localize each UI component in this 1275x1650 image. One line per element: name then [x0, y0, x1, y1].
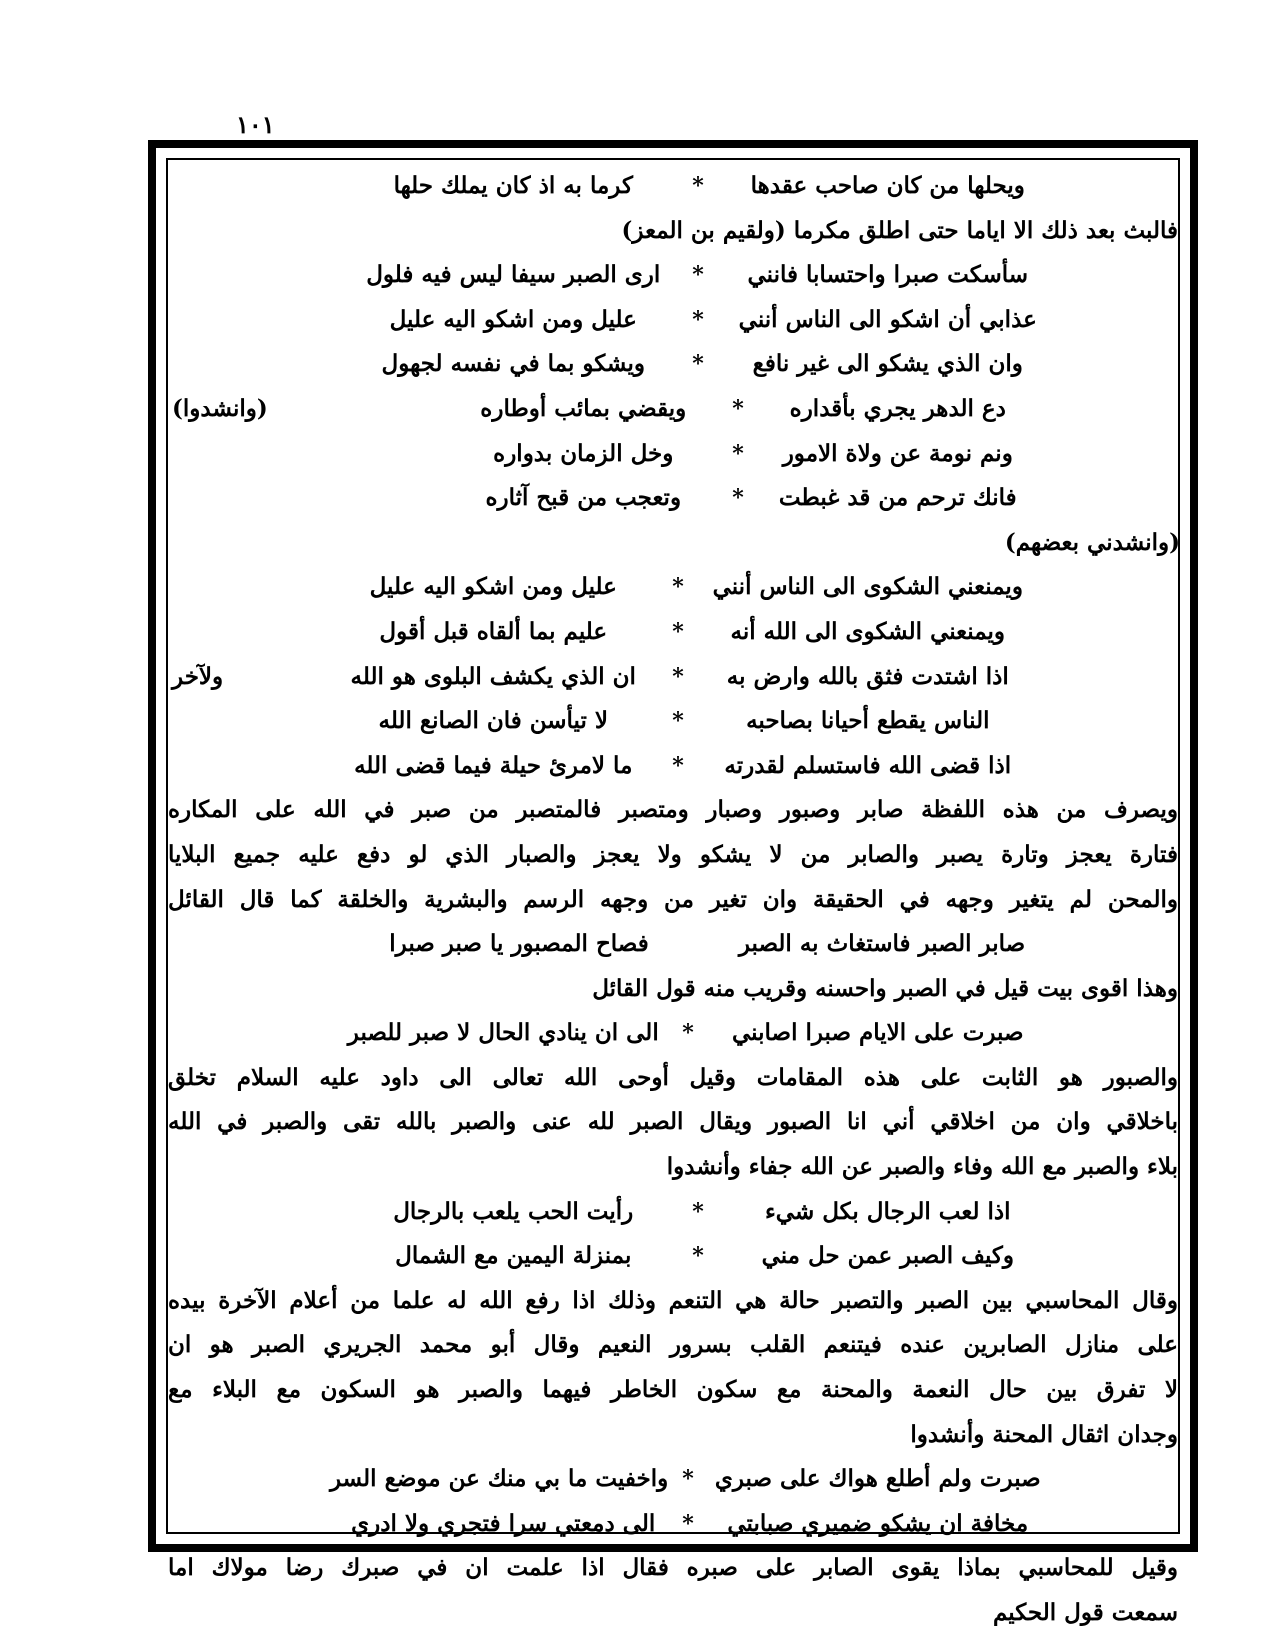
verse-line [166, 432, 1180, 477]
verse-side-label: (وانشدوا) [172, 394, 268, 422]
verse-second-hemistich: الى ان ينادي الحال لا صبر للصبر [347, 1019, 659, 1047]
verse-separator: * [692, 173, 704, 199]
verse-first-hemistich: الناس يقطع أحيانا بصاحبه [746, 707, 990, 735]
verse-separator: * [682, 1510, 694, 1537]
verse-first-hemistich: ويمنعني الشكوى الى الناس أنني [712, 573, 1023, 601]
verse-line [166, 655, 1180, 700]
verse-separator: * [732, 395, 744, 422]
prose-line: وهذا اقوى بيت قيل في الصبر واحسنه وقريب منه قول القائل [592, 974, 1178, 1002]
verse-second-hemistich: كرما به اذ كان يملك حلها [393, 172, 633, 199]
prose-line: وقال المحاسبي بين الصبر والتصبر حالة هي التنعم وذلك اذا رفع الله له علما من أعلام الآخرة بيده [168, 1286, 1178, 1314]
verse-separator: * [692, 1198, 704, 1225]
verse-line [166, 1011, 1180, 1056]
prose-line: باخلاقي وان من اخلاقي أني انا الصبور ويقال الصبر لله عنى والصبر بالله تقى والصبر في الله [168, 1108, 1178, 1136]
verse-first-hemistich: وان الذي يشكو الى غير نافع [752, 350, 1023, 378]
verse-second-hemistich: فصاح المصبور يا صبر صبرا [389, 930, 649, 958]
verse-second-hemistich: الى دمعتي سرا فتجري ولا ادري [351, 1509, 656, 1537]
prose-line: على منازل الصابرين عنده فيتنعم القلب بسرور النعيم وقال أبو محمد الجريري الصبر هو ان [168, 1331, 1178, 1359]
verse-first-hemistich: مخافة ان يشكو ضميري صبابتي [727, 1509, 1029, 1537]
verse-separator: * [672, 663, 684, 690]
verse-line [166, 744, 1180, 789]
prose-line: والصبور هو الثابت على هذه المقامات وقيل أوحى الله تعالى الى داود عليه السلام تخلق [168, 1063, 1178, 1091]
verse-line [166, 1502, 1180, 1547]
page-text [166, 164, 1180, 1626]
verse-line [166, 342, 1180, 387]
verse-first-hemistich: صابر الصبر فاستغاث به الصبر [738, 930, 1026, 958]
verse-line [166, 164, 1180, 209]
prose-line: وقيل للمحاسبي بماذا يقوى الصابر على صبره فقال اذا علمت ان في صبرك رضا مولاك اما [168, 1554, 1178, 1582]
verse-first-hemistich: صبرت ولم أطلع هواك على صبري [714, 1465, 1041, 1493]
verse-first-hemistich: دع الدهر يجري بأقداره [789, 394, 1006, 422]
verse-second-hemistich: عليم بما ألقاه قبل أقول [379, 617, 608, 645]
prose-line: فالبث بعد ذلك الا اياما حتى اطلق مكرما (ولقيم بن المعز) [621, 216, 1178, 244]
prose-line: والمحن لم يتغير وجهه في الحقيقة وان تغير من وجهه الرسم والبشرية والخلقة كما قال القائل [168, 885, 1178, 913]
verse-first-hemistich: اذا اشتدت فثق بالله وارض به [726, 662, 1009, 690]
prose-line: فتارة يعجز وتارة يصبر والصابر من لا يشكو ولا يعجز والصبار الذي لو دفع عليه جميع البلايا [168, 840, 1178, 868]
verse-line [166, 1457, 1180, 1502]
verse-line [166, 1190, 1180, 1235]
verse-line [166, 387, 1180, 432]
verse-first-hemistich: اذا لعب الرجال بكل شيء [764, 1197, 1011, 1225]
verse-first-hemistich: ويمنعني الشكوى الى الله أنه [730, 617, 1006, 645]
verse-second-hemistich: ويشكو بما في نفسه لجهول [381, 350, 645, 378]
verse-second-hemistich: لا تيأسن فان الصانع الله [378, 707, 608, 735]
section-label: (وانشدني بعضهم) [1004, 528, 1180, 556]
verse-second-hemistich: وخل الزمان بدواره [493, 439, 674, 467]
verse-first-hemistich: سأسكت صبرا واحتسابا فانني [747, 261, 1029, 289]
verse-first-hemistich: صبرت على الايام صبرا اصابني [732, 1019, 1024, 1047]
verse-separator: * [672, 618, 684, 645]
prose-line: وجدان اثقال المحنة وأنشدوا [910, 1420, 1178, 1448]
verse-first-hemistich: فانك ترحم من قد غبطت [778, 484, 1017, 512]
verse-first-hemistich: وكيف الصبر عمن حل مني [761, 1242, 1014, 1270]
verse-separator: * [682, 1466, 694, 1493]
verse-line [166, 476, 1180, 521]
verse-first-hemistich: ونم نومة عن ولاة الامور [782, 439, 1013, 467]
verse-line [166, 253, 1180, 298]
verse-line [166, 922, 1180, 967]
verse-side-label: ولآخر [172, 662, 224, 690]
verse-separator: * [682, 1020, 694, 1047]
verse-separator: * [692, 1243, 704, 1270]
verse-second-hemistich: واخفيت ما بي منك عن موضع السر [329, 1465, 669, 1493]
verse-separator: * [692, 351, 704, 378]
prose-line: ويصرف من هذه اللفظة صابر وصبور وصبار ومتصبر فالمتصبر من صبر في الله على المكاره [168, 796, 1178, 824]
verse-separator: * [672, 708, 684, 735]
verse-separator: * [672, 574, 684, 601]
verse-separator: * [732, 440, 744, 467]
verse-second-hemistich: وتعجب من قبح آثاره [485, 484, 682, 512]
verse-line [166, 1234, 1180, 1279]
verse-second-hemistich: رأيت الحب يلعب بالرجال [393, 1197, 634, 1225]
verse-second-hemistich: ارى الصبر سيفا ليس فيه فلول [366, 261, 661, 289]
verse-second-hemistich: ما لامرئ حيلة فيما قضى الله [354, 751, 633, 779]
verse-separator: * [672, 752, 684, 779]
verse-line [166, 298, 1180, 343]
prose-line: سمعت قول الحكيم [992, 1599, 1178, 1626]
verse-line [166, 565, 1180, 610]
verse-second-hemistich: ان الذي يكشف البلوى هو الله [350, 662, 636, 690]
verse-second-hemistich: بمنزلة اليمين مع الشمال [395, 1242, 632, 1270]
verse-line [166, 699, 1180, 744]
verse-separator: * [692, 262, 704, 289]
verse-first-hemistich: اذا قضى الله فاستسلم لقدرته [724, 751, 1012, 779]
prose-line: بلاء والصبر مع الله وفاء والصبر عن الله جفاء وأنشدوا [666, 1153, 1178, 1181]
verse-first-hemistich: عذابي أن اشكو الى الناس أنني [738, 305, 1037, 333]
verse-second-hemistich: عليل ومن اشكو اليه عليل [369, 573, 617, 601]
verse-second-hemistich: ويقضي بمائب أوطاره [480, 394, 687, 422]
prose-line: لا تفرق بين حال النعمة والمحنة مع سكون الخاطر فيهما والصبر هو السكون مع البلاء مع [168, 1376, 1178, 1404]
verse-separator: * [692, 306, 704, 333]
verse-first-hemistich: ويحلها من كان صاحب عقدها [750, 172, 1025, 199]
verse-second-hemistich: عليل ومن اشكو اليه عليل [389, 305, 637, 333]
verse-separator: * [732, 485, 744, 512]
page-number: ١٠١ [236, 110, 275, 139]
verse-line [166, 610, 1180, 655]
